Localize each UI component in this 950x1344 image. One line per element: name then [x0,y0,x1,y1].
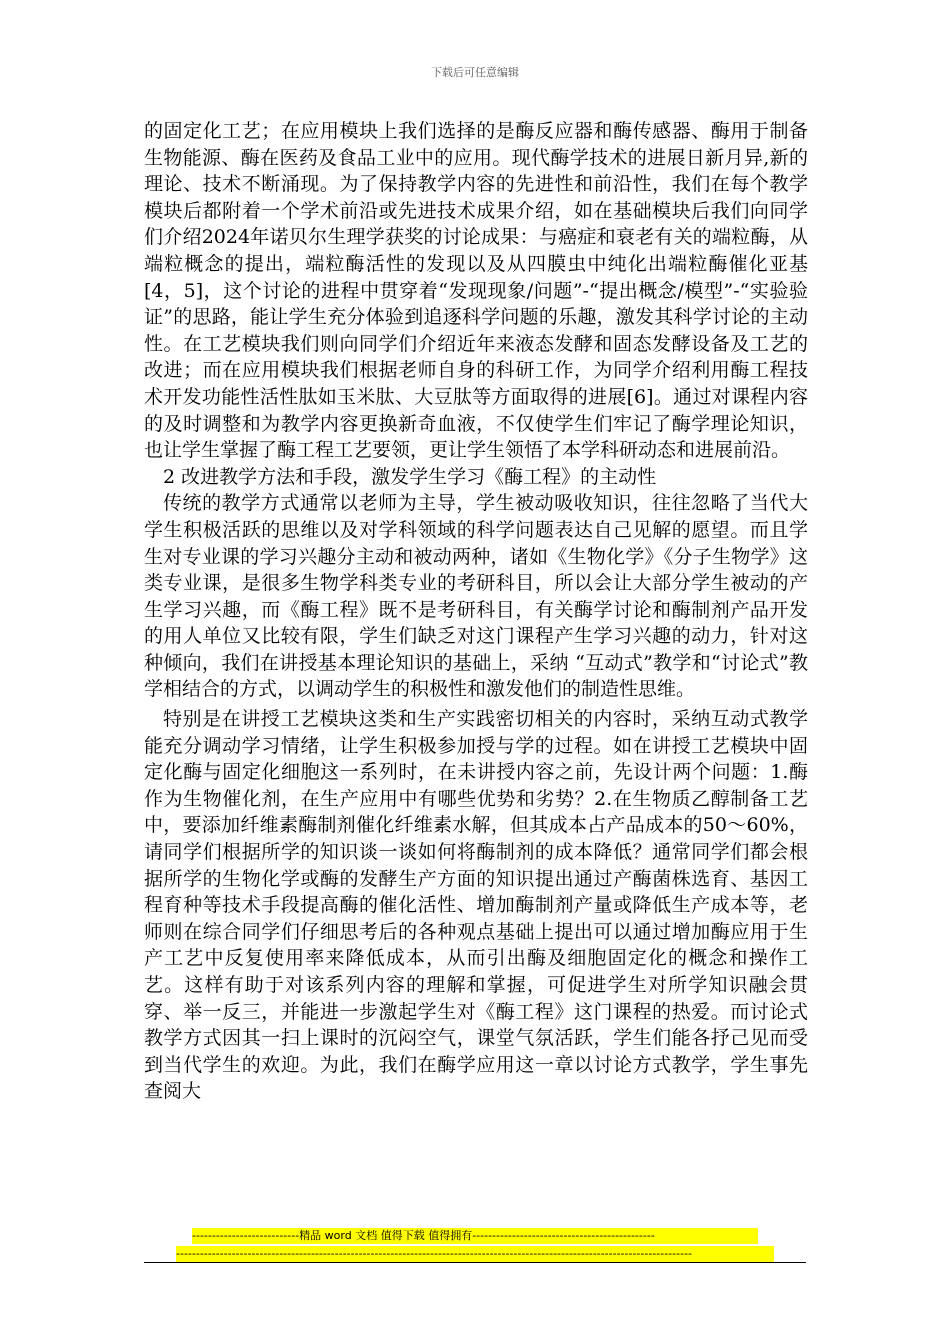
page-footer [176,1228,774,1262]
footer-banner-line-2: ---------------------------------------------------------------------------------------------------------------------------------- [176,1246,774,1262]
document-body [144,118,808,1105]
body-paragraph-1: 的固定化工艺；在应用模块上我们选择的是酶反应器和酶传感器、酶用于制备生物能源、酶在医药及食品工业中的应用。现代酶学技术的进展日新月异,新的理论、技术不断涌现。为了保持教学内容的先进性和前沿性，我们在每个教学模块后都附着一个学术前沿或先进技术成果介绍，如在基础模块后我们向同学们介绍2024年诺贝尔生理学获奖的讨论成果：与癌症和衰老有关的端粒酶，从端粒概念的提出，端粒酶活性的发现以及从四膜虫中纯化出端粒酶催化亚基[4，5]，这个讨论的进程中贯穿着“发现现象/问题”-“提出概念/模型”-“实验验证”的思路，能让学生充分体验到追逐科学问题的乐趣，激发其科学讨论的主动性。在工艺模块我们则向同学们介绍近年来液态发酵和固态发酵设备及工艺的改进；而在应用模块我们根据老师自身的科研工作，为同学介绍利用酶工程技术开发功能性活性肽如玉米肽、大豆肽等方面取得的进展[6]。通过对课程内容的及时调整和为教学内容更换新奇血液，不仅使学生们牢记了酶学理论知识，也让学生掌握了酶工程工艺要领，更让学生领悟了本学科研动态和进展前沿。 [144,120,808,462]
footer-banner-line-1: ---------------------------精品 word 文档 值得下载 值得拥有---------------------------------------------- [192,1228,758,1244]
page-header: 下载后可任意编辑 [431,66,519,79]
body-paragraph-3: 特别是在讲授工艺模块这类和生产实践密切相关的内容时，采纳互动式教学能充分调动学习情绪，让学生积极参加授与学的过程。如在讲授工艺模块中固定化酶与固定化细胞这一系列时，在未讲授内容之前，先设计两个问题：1.酶作为生物催化剂，在生产应用中有哪些优势和劣势？2.在生物质乙醇制备工艺中，要添加纤维素酶制剂催化纤维素水解，但其成本占产品成本的50～60%，请同学们根据所学的知识谈一谈如何将酶制剂的成本降低？通常同学们都会根据所学的生物化学或酶的发酵生产方面的知识提出通过产酶菌株选育、基因工程育种等技术手段提高酶的催化活性、增加酶制剂产量或降低生产成本等，老师则在综合同学们仔细思考后的各种观点基础上提出可以通过增加酶应用于生产工艺中反复使用率来降低成本，从而引出酶及细胞固定化的概念和操作工艺。这样有助于对该系列内容的理解和掌握，可促进学生对所学知识融会贯穿、举一反三，并能进一步激起学生对《酶工程》这门课程的热爱。而讨论式教学方式因其一扫上课时的沉闷空气，课堂气氛活跃，学生们能各抒己见而受到当代学生的欢迎。为此，我们在酶学应用这一章以讨论方式教学，学生事先查阅大 [144,708,808,1103]
body-paragraph-2: 传统的教学方式通常以老师为主导，学生被动吸收知识，往往忽略了当代大学生积极活跃的思维以及对学科领域的科学问题表达自己见解的愿望。而且学生对专业课的学习兴趣分主动和被动两种，诸如《生物化学》《分子生物学》这类专业课，是很多生物学科类专业的考研科目，所以会让大部分学生被动的产生学习兴趣，而《酶工程》既不是考研科目，有关酶学讨论和酶制剂产品开发的用人单位又比较有限，学生们缺乏对这门课程产生学习兴趣的动力，针对这种倾向，我们在讲授基本理论知识的基础上，采纳 “互动式”教学和“讨论式”教学相结合的方式，以调动学生的积极性和激发他们的制造性思维。 [144,492,808,701]
footer-divider [144,1262,806,1263]
section-heading: 2 改进教学方法和手段，激发学生学习《酶工程》的主动性 [163,465,657,488]
